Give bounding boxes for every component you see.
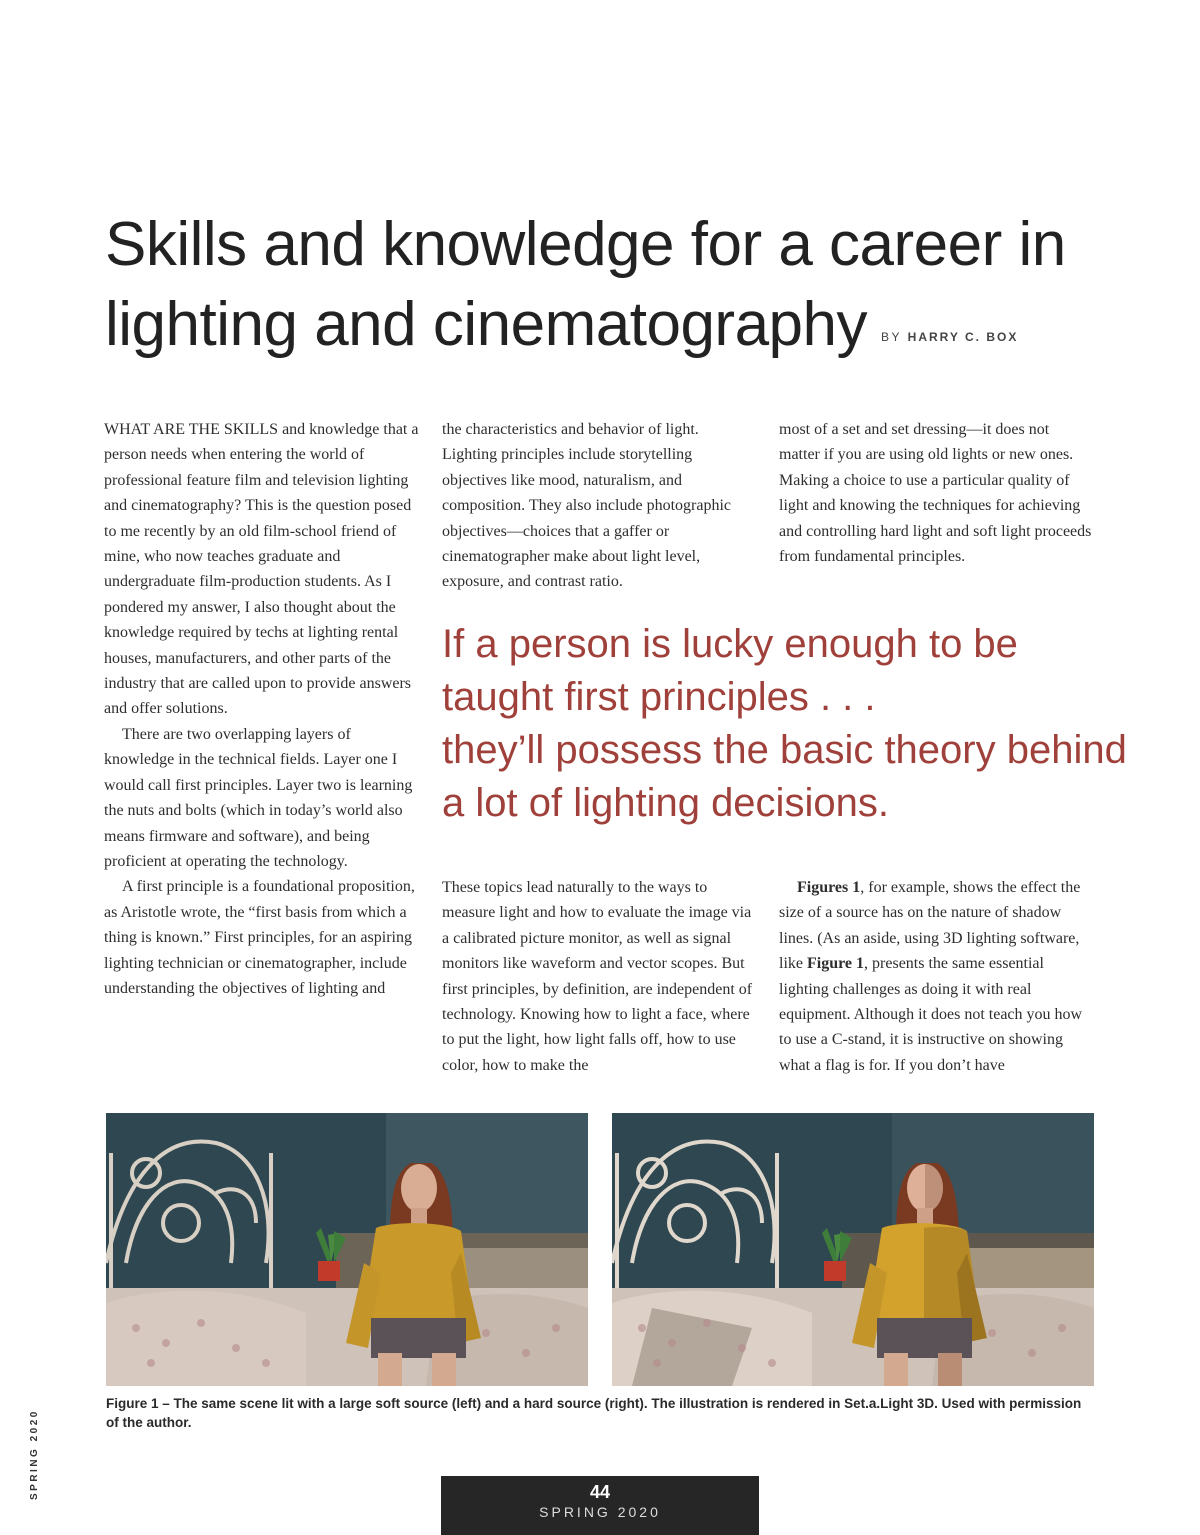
figure-soft-light-image (106, 1113, 588, 1386)
footer-issue-label: SPRING 2020 (539, 1504, 661, 1520)
title-line-2: lighting and cinematography (105, 290, 868, 359)
byline-author: HARRY C. BOX (907, 330, 1019, 344)
column-1 (104, 417, 422, 1001)
paragraph-set-dressing: most of a set and set dressing—it does not matter if you are using old lights or new ones. Making a choice to use a particular quality of light and knowing the techniques for achieving and controlling hard light and soft light proceeds from fundamental principles. (779, 421, 1092, 566)
paragraph-intro (104, 417, 422, 722)
intro-text: and knowledge that a person needs when entering the world of professional feature film and television lighting and cinematography? This is the question posed to me recently by an old film-school friend of mine, who now teaches graduate and undergraduate film-production students. As I pondered my answer, I also thought about the knowledge required by techs at lighting rental houses, manufacturers, and other parts of the industry that are called upon to provide answers and offer solutions. (104, 421, 419, 718)
side-issue-label: SPRING 2020 (29, 1409, 40, 1500)
title-line-1: Skills and knowledge for a career in (105, 210, 1066, 279)
pull-quote (442, 618, 1127, 830)
byline (881, 330, 1018, 344)
lead-in: WHAT ARE THE SKILLS (104, 421, 279, 438)
pull-quote-line-2: taught first principles . . . (442, 675, 876, 719)
byline-prefix: BY (881, 330, 902, 344)
paragraph-figures (779, 875, 1094, 1078)
figure-reference-1: Figures 1 (797, 879, 861, 896)
column-3-bottom (779, 875, 1094, 1078)
article-title (105, 205, 1105, 377)
figure-caption: Figure 1 – The same scene lit with a large soft source (left) and a hard source (right). The illustration is rendered in Set.a.Light 3D. Used with permission of the author. (106, 1396, 1082, 1430)
figures-text-b: , presents the same essential lighting challenges as doing it with real equipment. Although it does not teach you how to use a C-stand, it is instructive on showing what a flag is for. If you don’t have (779, 955, 1083, 1074)
soft-light-illustration (106, 1113, 588, 1386)
paragraph-measure-light: These topics lead naturally to the ways to measure light and how to evaluate the image via a calibrated picture monitor, as well as signal monitors like waveform and vector scopes. But first principles, by definition, are independent of technology. Knowing how to light a face, where to put the light, how light falls off, how to use color, how to make the (442, 879, 753, 1074)
pull-quote-line-3: they’ll possess the basic theory behind (442, 728, 1127, 772)
column-2-bottom (442, 875, 760, 1078)
page-footer (441, 1476, 759, 1535)
page-number: 44 (589, 1482, 611, 1502)
pull-quote-line-4: a lot of lighting decisions. (442, 781, 889, 825)
column-3-top (779, 417, 1094, 569)
figures-text-a: , for example, shows the effect the size of a source has on the nature of shadow lines. (As an aside, using 3D lighting software, like (779, 879, 1081, 973)
paragraph-characteristics: the characteristics and behavior of light. Lighting principles include storytelling objectives like mood, naturalism, and composition. They also include photographic objectives—choices that a gaffer or cinematographer make about light level, exposure, and contrast ratio. (442, 421, 731, 591)
figure-hard-light-image (612, 1113, 1094, 1386)
pull-quote-line-1: If a person is lucky enough to be (442, 622, 1018, 666)
paragraph-first-principle: A first principle is a foundational proposition, as Aristotle wrote, the “first basis from which a thing is known.” First principles, for an aspiring lighting technician or cinematographer, include understanding the objectives of lighting and (104, 878, 415, 997)
paragraph-layers: There are two overlapping layers of knowledge in the technical fields. Layer one I would call first principles. Layer two is learning the nuts and bolts (which in today’s world also means firmware and software), and being proficient at operating the technology. (104, 725, 413, 870)
figure-reference-2: Figure 1 (807, 955, 865, 973)
column-2-top (442, 417, 742, 595)
hard-light-illustration (612, 1113, 1094, 1386)
